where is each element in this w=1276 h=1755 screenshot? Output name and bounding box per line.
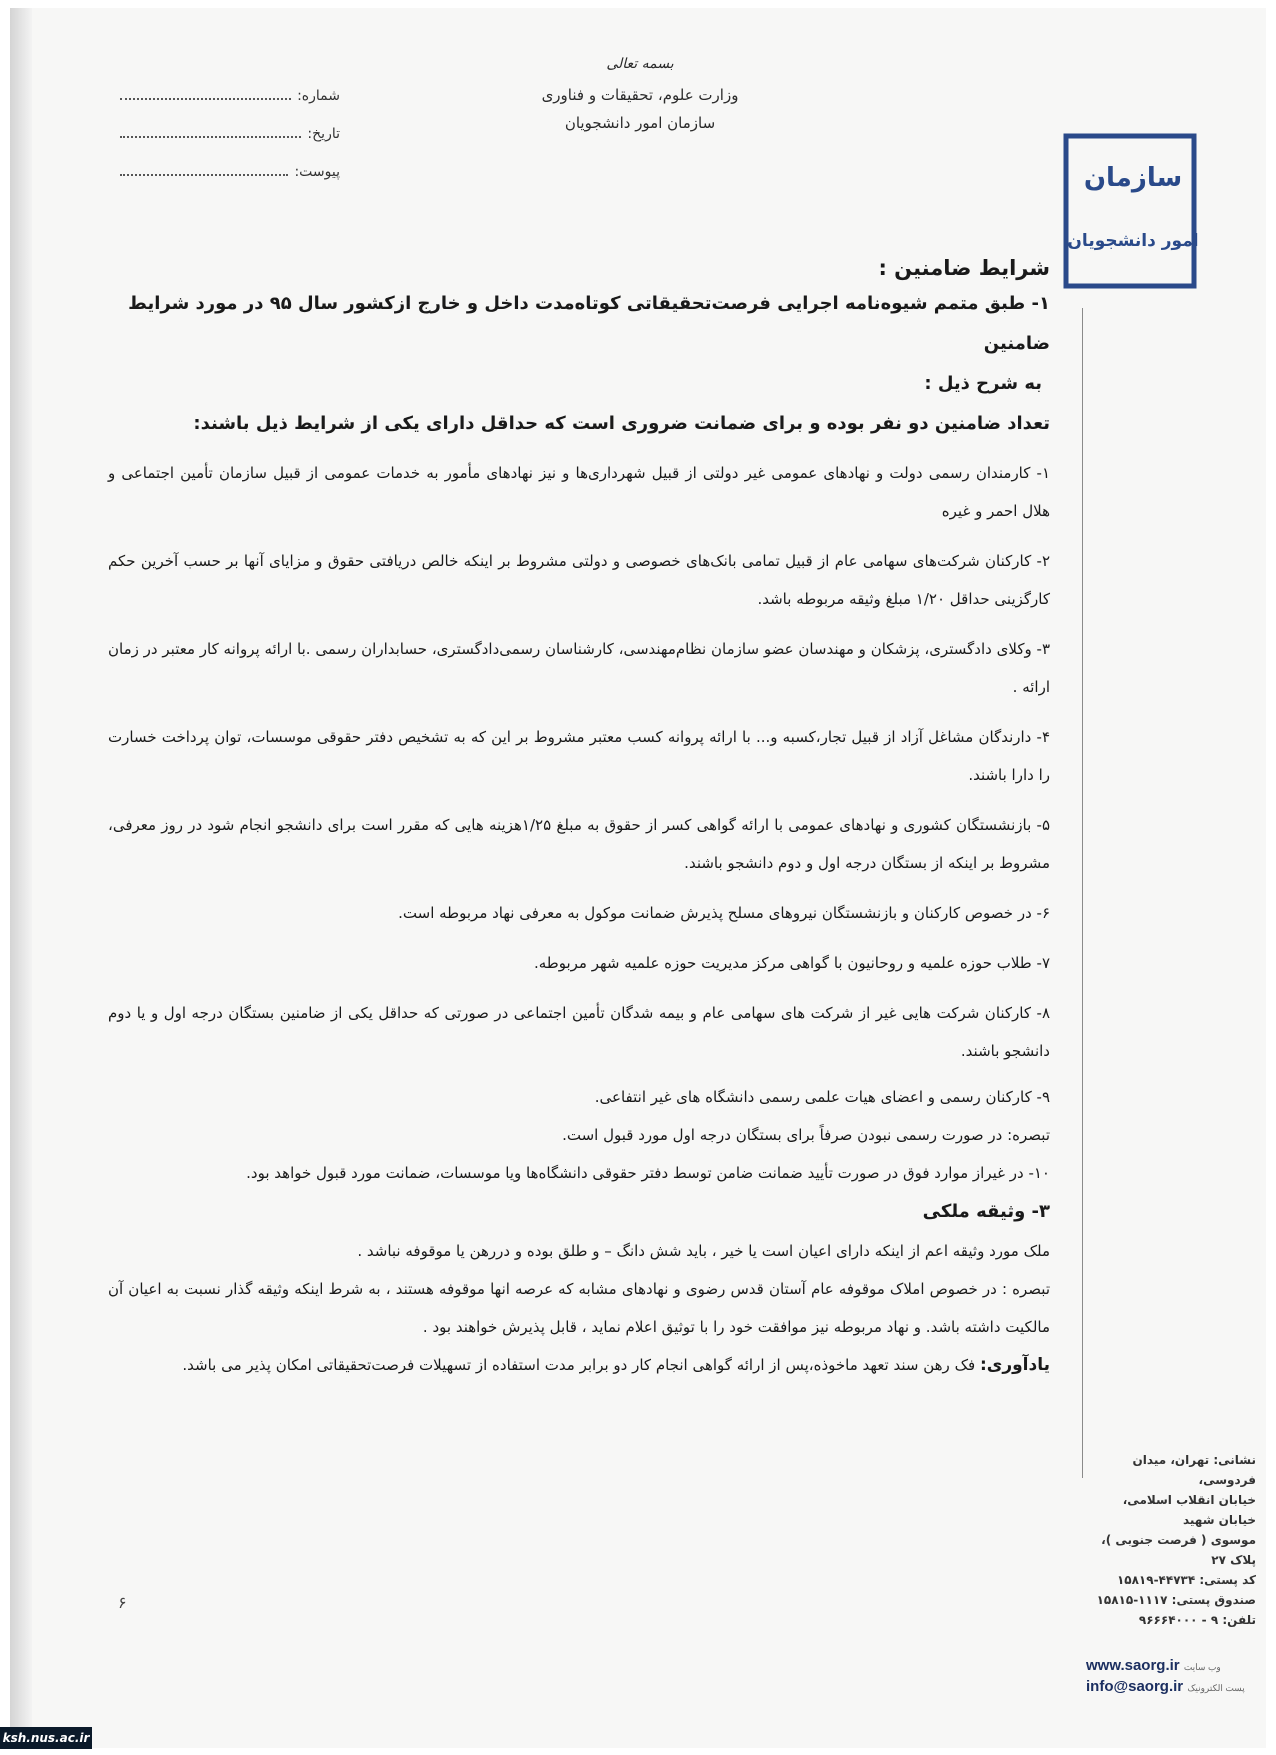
address-line: نشانی: تهران، میدان فردوسی، — [1132, 1453, 1256, 1487]
meta-attachment-dots — [120, 164, 288, 176]
meta-date — [120, 126, 340, 164]
guarantor-count: تعداد ضامنین دو نفر بوده و برای ضمانت ضروری است که حداقل دارای یکی از شرایط ذیل باشند: — [193, 413, 1050, 434]
intro-line-1: ۱- طبق متمم شیوه‌نامه اجرایی فرصت‌تحقیقاتی کوتاه‌مدت داخل و خارج ازکشور سال ۹۵ در مورد شرایط ضامنین — [128, 293, 1050, 354]
header-center — [480, 56, 800, 132]
item-9-note: تبصره: در صورت رسمی نبودن صرفاً برای بستگان درجه اول مورد قبول است. — [562, 1126, 1050, 1144]
meta-attachment-label: پیوست: — [294, 164, 340, 180]
address-block — [1086, 1450, 1256, 1630]
list-item: ۳- وکلای دادگستری، پزشکان و مهندسان عضو سازمان نظام‌مهندسی، کارشناسان رسمی‌دادگستری، حسابداران رسمی .با ارائه پروانه کار معتبر در زمان ارائه . — [108, 640, 1050, 696]
meta-attachment — [120, 164, 340, 202]
address-line: موسوی ( فرصت جنوبی )، پلاک ۲۷ — [1101, 1533, 1256, 1567]
intro-line-2: به شرح ذیل : — [924, 373, 1042, 394]
list-item-10: ۱۰- در غیراز موارد فوق در صورت تأیید ضمانت ضامن توسط دفتر حقوقی دانشگاه‌ها ویا موسسات، ضمانت مورد قبول خواهد بود. — [246, 1164, 1050, 1182]
email-address[interactable]: info@saorg.ir — [1086, 1678, 1184, 1695]
source-stamp: ksh.nus.ac.ir — [0, 1727, 92, 1749]
meta-number-dots — [120, 88, 291, 100]
ministry-name: وزارت علوم، تحقیقات و فناوری — [541, 86, 739, 104]
list-item-9: ۹- کارکنان رسمی و اعضای هیات علمی رسمی دانشگاه های غیر انتفاعی. — [594, 1088, 1050, 1106]
logo-text-bottom: امور دانشجویان — [1067, 231, 1199, 251]
organization-logo — [1058, 116, 1208, 306]
list-item: ۴- دارندگان مشاغل آزاد از قبیل تجار،کسبه و... با ارائه پروانه کسب معتبر مشروط بر این که به تشخیص دفتر حقوقی موسسات، توان پرداخت خسارت را دارا باشند. — [108, 728, 1050, 784]
sidebar-divider — [1082, 308, 1083, 1478]
website-url[interactable]: www.saorg.ir — [1086, 1657, 1180, 1674]
reminder-text: فک رهن سند تعهد ماخوذه،پس از ارائه گواهی انجام کار دو برابر مدت استفاده از تسهیلات فرصت‌تحقیقاتی امکان پذیر می باشد. — [182, 1356, 980, 1374]
document-page — [10, 8, 1266, 1748]
meta-number-label: شماره: — [297, 88, 340, 104]
reminder — [108, 1346, 1050, 1384]
address-line: تلفن: ۹ - ۹۶۶۶۴۰۰۰ — [1138, 1613, 1256, 1627]
reminder-label: یادآوری: — [979, 1355, 1050, 1375]
list-item: ۷- طلاب حوزه علمیه و روحانیون با گواهی مرکز مدیریت حوزه علمیه شهر مربوطه. — [533, 954, 1050, 972]
email-label: پست الکترونیک — [1187, 1683, 1245, 1693]
meta-date-label: تاریخ: — [307, 126, 340, 142]
list-item: ۸- کارکنان شرکت هایی غیر از شرکت های سهامی عام و بیمه شدگان تأمین اجتماعی در صورتی که حداقل یکی از ضامنین بستگان درجه اول و یا دوم دانشجو باشند. — [108, 1004, 1050, 1060]
list-item: ۵- بازنشستگان کشوری و نهادهای عمومی با ارائه گواهی کسر از حقوق به مبلغ ۱/۲۵هزینه هایی که مقرر است برای دانشجو انجام شود در روز معرفی، مشروط بر اینکه از بستگان درجه اول و دوم دانشجو باشند. — [108, 816, 1050, 872]
list-item: ۱- کارمندان رسمی دولت و نهادهای عمومی غیر دولتی از قبیل شهرداری‌ها و نیز نهادهای مأمور به خدمات عمومی از قبیل سازمان تأمین اجتماعی و هلال احمر و غیره — [108, 464, 1050, 520]
logo-text-top: سازمان — [1083, 163, 1183, 193]
list-item: ۲- کارکنان شرکت‌های سهامی عام از قبیل تمامی بانک‌های خصوصی و دولتی مشروط بر اینکه خالص دریافتی حقوق و مزایای آنها بر حسب آخرین حکم کارگزینی حداقل ۱/۲۰ مبلغ وثیقه مربوطه باشد. — [108, 552, 1050, 608]
scan-edge — [10, 8, 32, 1748]
list-item: ۶- در خصوص کارکنان و بازنشستگان نیروهای مسلح پذیرش ضمانت موکول به معرفی نهاد مربوطه است. — [398, 904, 1050, 922]
property-note: تبصره : در خصوص املاک موقوفه عام آستان قدس رضوی و نهادهای مشابه که عرصه انها موقوفه هستند ، به شرط اینکه وثیقه گذار نسبت به اعیان آن مالکیت داشته باشد. و نهاد مربوطه نیز موافقت خود را با توثیق اعلام نماید ، قابل پذیرش خواهند بود . — [108, 1280, 1050, 1336]
letter-meta — [120, 88, 340, 202]
property-section-title: ۳- وثیقه ملکی — [922, 1201, 1050, 1222]
email-row — [1086, 1677, 1256, 1698]
section-title: شرایط ضامنین : — [878, 256, 1050, 280]
address-line: خیابان انقلاب اسلامی، خیابان شهید — [1122, 1493, 1256, 1527]
meta-date-dots — [120, 126, 301, 138]
property-paragraph: ملک مورد وثیقه اعم از اینکه دارای اعیان است یا خیر ، باید شش دانگ – و طلق بوده و دررهن یا موقوفه نباشد . — [357, 1242, 1050, 1260]
website-label: وب سایت — [1183, 1662, 1221, 1672]
organization-name: سازمان امور دانشجویان — [564, 114, 716, 132]
address-line: کد پستی: ۴۴۷۳۴-۱۵۸۱۹ — [1116, 1573, 1256, 1587]
bismillah: بسمه تعالی — [606, 56, 674, 72]
meta-number — [120, 88, 340, 126]
contact-web — [1086, 1656, 1256, 1698]
address-line: صندوق پستی: ۱۱۱۷-۱۵۸۱۵ — [1096, 1593, 1256, 1607]
page-number: ۶ — [118, 1593, 127, 1612]
document-body — [108, 256, 1050, 1384]
website-row — [1086, 1656, 1256, 1677]
